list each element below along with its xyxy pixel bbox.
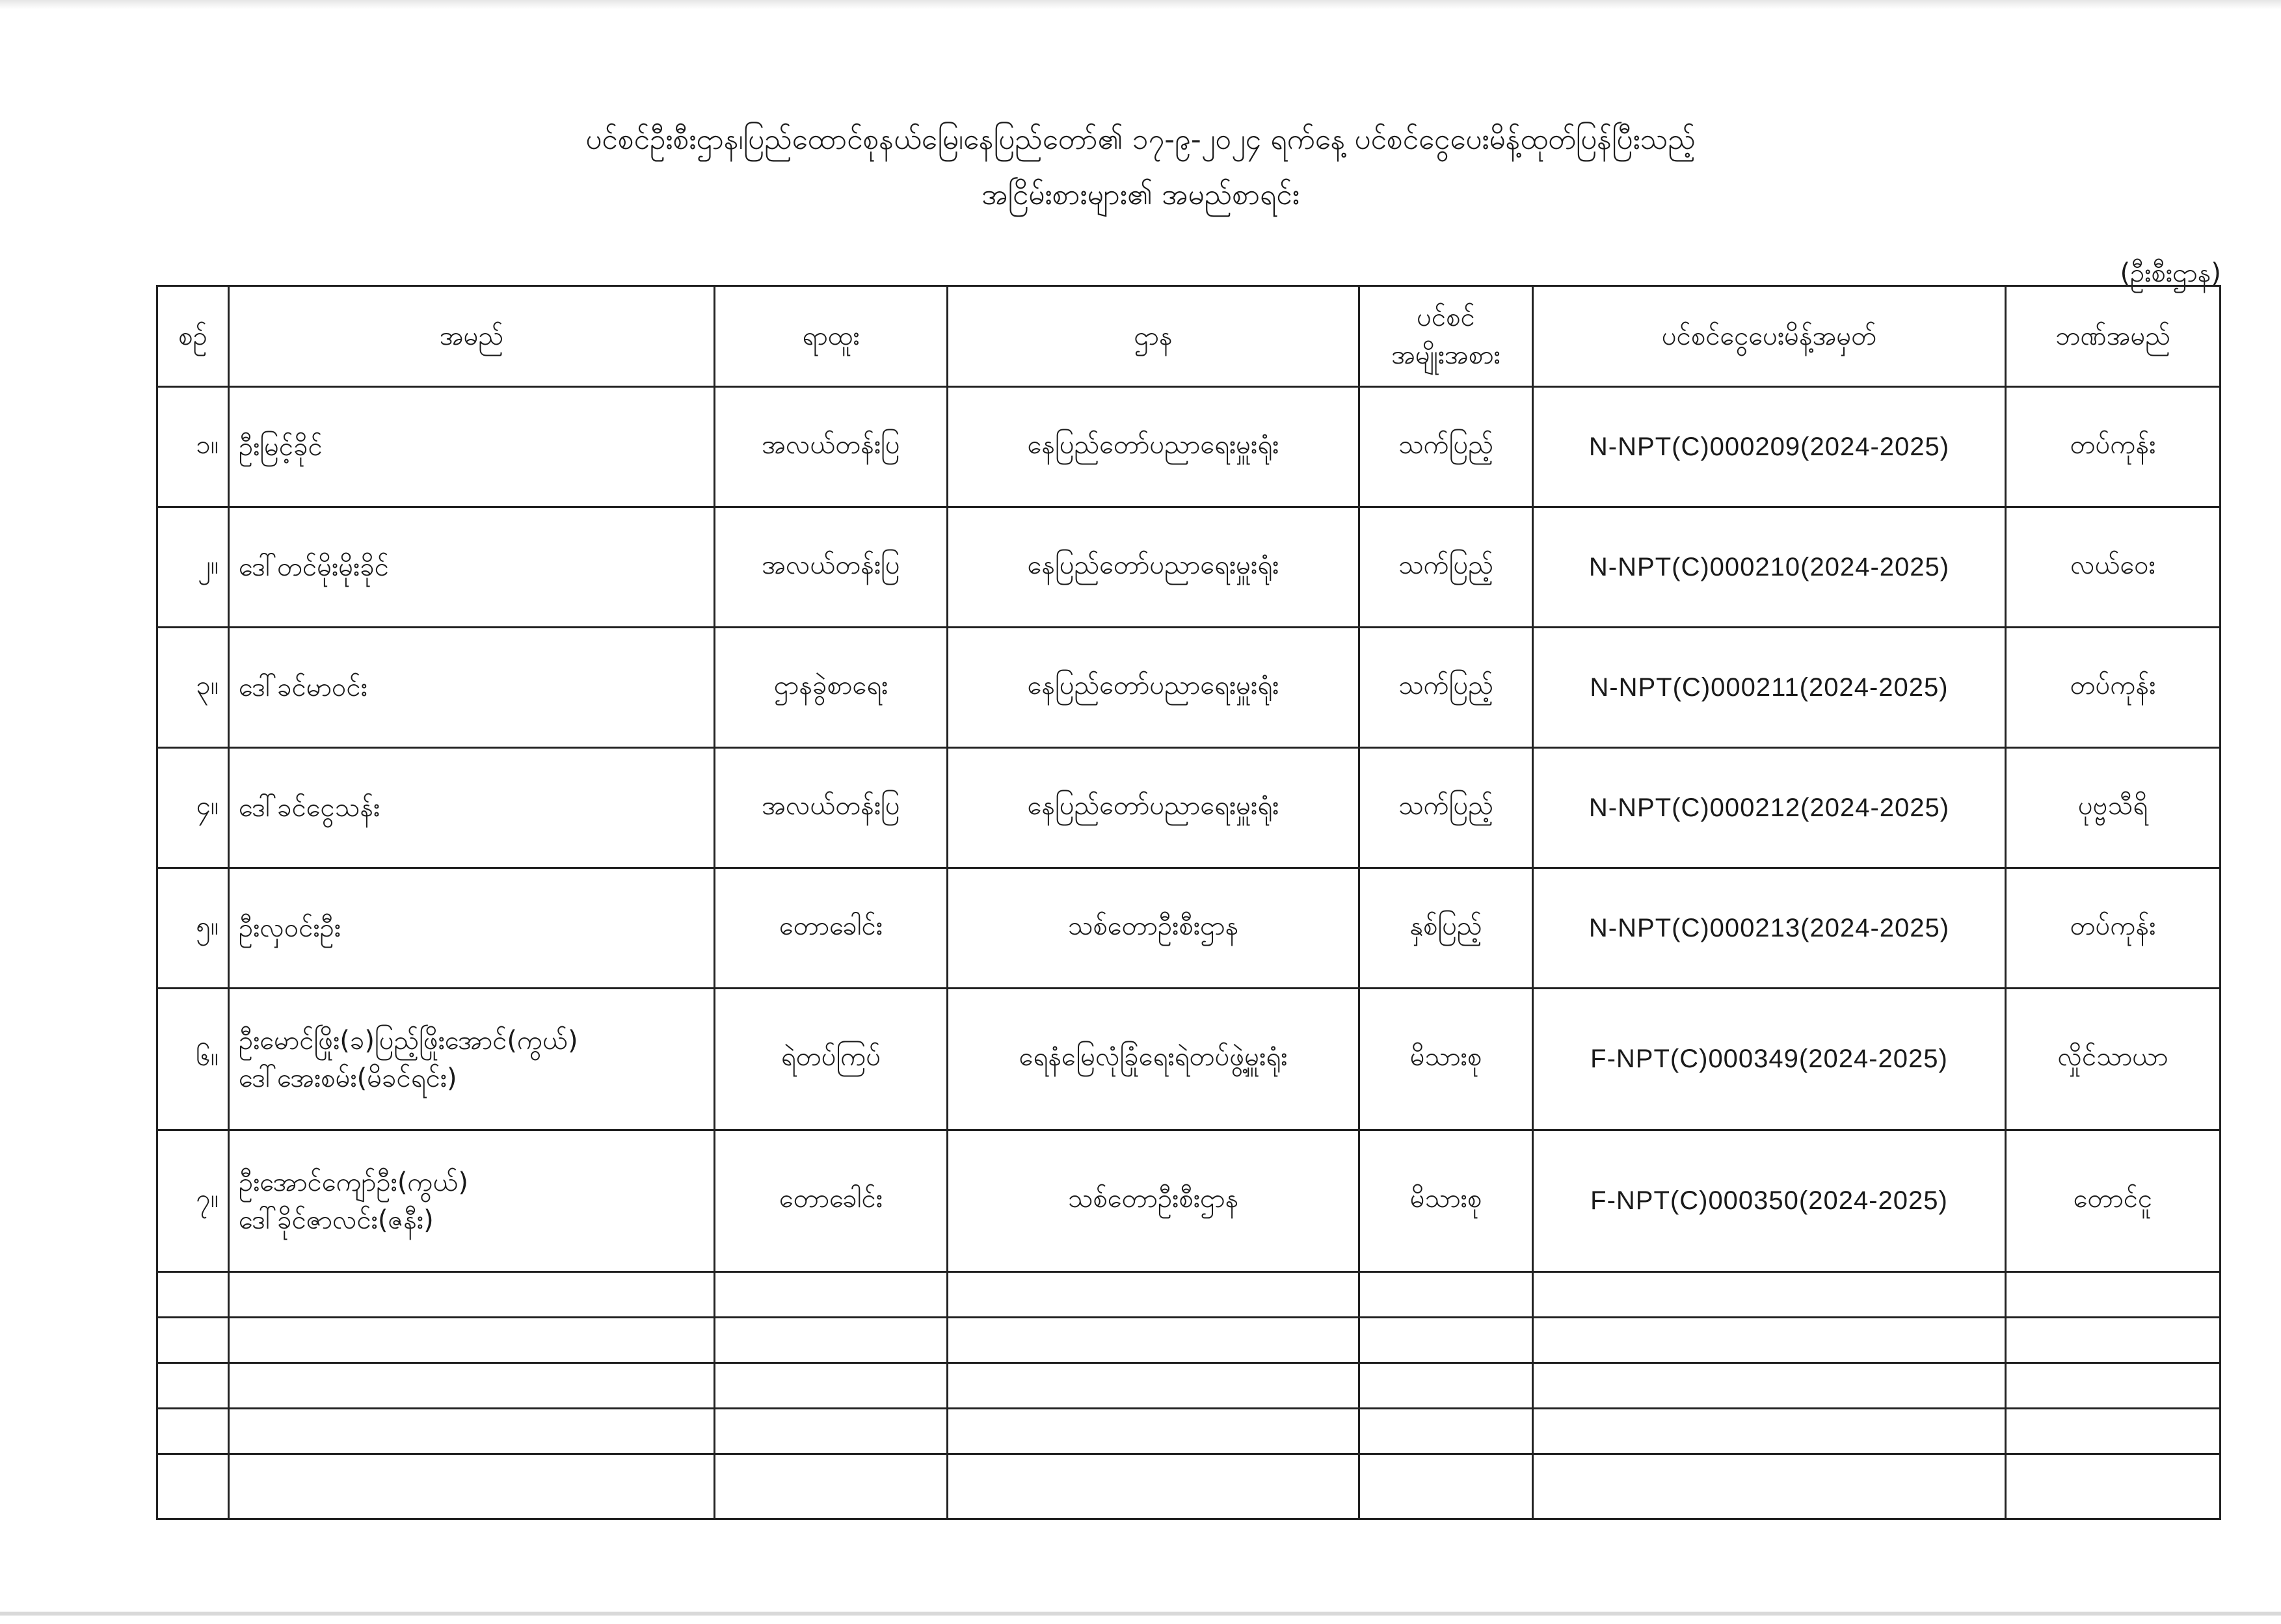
- department-cell: သစ်တောဦးစီးဌာန: [948, 868, 1359, 989]
- empty-cell: [1359, 1409, 1533, 1454]
- empty-cell: [715, 1318, 948, 1363]
- bank-cell: ပုဗ္ဗသီရိ: [2006, 748, 2221, 868]
- header-department: ဌာန: [948, 286, 1359, 387]
- empty-cell: [1359, 1272, 1533, 1318]
- table-row: [157, 748, 2221, 868]
- empty-cell: [715, 1272, 948, 1318]
- empty-cell: [2006, 1454, 2221, 1519]
- bank-cell: တပ်ကုန်း: [2006, 628, 2221, 748]
- empty-cell: [1359, 1363, 1533, 1409]
- rank-cell: အလယ်တန်းပြ: [715, 387, 948, 507]
- empty-cell: [1359, 1318, 1533, 1363]
- header-pension-type-line-2: အမျိုးအစား: [1391, 340, 1501, 370]
- table-row: [157, 868, 2221, 989]
- empty-cell: [2006, 1318, 2221, 1363]
- name-cell: [229, 1130, 715, 1272]
- empty-cell: [157, 1409, 229, 1454]
- bank-cell: လှိုင်သာယာ: [2006, 989, 2221, 1130]
- department-cell: နေပြည်တော်ပညာရေးမှူးရုံး: [948, 748, 1359, 868]
- empty-cell: [948, 1363, 1359, 1409]
- department-cell: နေပြည်တော်ပညာရေးမှူးရုံး: [948, 387, 1359, 507]
- scan-edge-bottom: [0, 1612, 2281, 1616]
- pension-type-cell: သက်ပြည့်: [1359, 387, 1533, 507]
- permit-number-cell: N-NPT(C)000211(2024-2025): [1533, 628, 2006, 748]
- empty-cell: [948, 1318, 1359, 1363]
- table-row: [157, 989, 2221, 1130]
- empty-cell: [715, 1363, 948, 1409]
- bank-cell: လယ်ဝေး: [2006, 507, 2221, 628]
- row-number: ၁။: [157, 387, 229, 507]
- row-number: ၅။: [157, 868, 229, 989]
- empty-cell: [2006, 1409, 2221, 1454]
- table-row: [157, 1130, 2221, 1272]
- empty-cell: [1533, 1318, 2006, 1363]
- row-number: ၆။: [157, 989, 229, 1130]
- header-pension-type-line-1: ပင်စင်: [1417, 302, 1475, 332]
- blank-row: [157, 1272, 2221, 1318]
- department-cell: နေပြည်တော်ပညာရေးမှူးရုံး: [948, 507, 1359, 628]
- empty-cell: [1359, 1454, 1533, 1519]
- empty-cell: [157, 1272, 229, 1318]
- empty-cell: [157, 1363, 229, 1409]
- document-title-line-1: ပင်စင်ဦးစီးဌာန၊ပြည်ထောင်စုနယ်မြေ၊နေပြည်တော်၏ ၁၇-၉-၂၀၂၄ ရက်နေ့ ပင်စင်ငွေပေးမိန့်ထုတ်ပြန်ပြီးသည့်: [585, 123, 1696, 156]
- pension-type-cell: မိသားစု: [1359, 989, 1533, 1130]
- department-cell: သစ်တောဦးစီးဌာန: [948, 1130, 1359, 1272]
- pension-type-cell: သက်ပြည့်: [1359, 748, 1533, 868]
- rank-cell: ရဲတပ်ကြပ်: [715, 989, 948, 1130]
- empty-cell: [1533, 1272, 2006, 1318]
- table-row: [157, 507, 2221, 628]
- header-bank: ဘဏ်အမည်: [2006, 286, 2221, 387]
- empty-cell: [229, 1318, 715, 1363]
- permit-number-cell: N-NPT(C)000212(2024-2025): [1533, 748, 2006, 868]
- blank-row: [157, 1454, 2221, 1519]
- empty-cell: [1533, 1409, 2006, 1454]
- header-pension-type: [1359, 286, 1533, 387]
- bank-cell: တပ်ကုန်း: [2006, 868, 2221, 989]
- empty-cell: [157, 1454, 229, 1519]
- table-row: [157, 628, 2221, 748]
- permit-number-cell: N-NPT(C)000213(2024-2025): [1533, 868, 2006, 989]
- blank-row: [157, 1318, 2221, 1363]
- name-cell: [229, 989, 715, 1130]
- empty-cell: [948, 1409, 1359, 1454]
- row-number: ၇။: [157, 1130, 229, 1272]
- empty-cell: [715, 1409, 948, 1454]
- name-cell: [229, 868, 715, 989]
- name-cell: [229, 748, 715, 868]
- name-line-1: ဦးလှဝင်းဦး: [239, 913, 341, 943]
- empty-cell: [229, 1363, 715, 1409]
- name-line-1: ဦးအောင်ကျော်ဦး(ကွယ်): [239, 1167, 469, 1197]
- rank-cell: ဌာနခွဲစာရေး: [715, 628, 948, 748]
- empty-cell: [229, 1454, 715, 1519]
- name-line-1: ဦးမြင့်ခိုင်: [239, 432, 323, 462]
- pension-type-cell: နှစ်ပြည့်: [1359, 868, 1533, 989]
- header-name: အမည်: [229, 286, 715, 387]
- scan-edge-top: [0, 0, 2281, 9]
- name-line-1: ဒေါ်ခင်မာဝင်း: [239, 672, 367, 702]
- department-cell: နေပြည်တော်ပညာရေးမှူးရုံး: [948, 628, 1359, 748]
- rank-cell: တောခေါင်း: [715, 1130, 948, 1272]
- permit-number-cell: N-NPT(C)000210(2024-2025): [1533, 507, 2006, 628]
- pension-type-cell: သက်ပြည့်: [1359, 628, 1533, 748]
- empty-cell: [1533, 1363, 2006, 1409]
- pension-type-cell: သက်ပြည့်: [1359, 507, 1533, 628]
- empty-cell: [2006, 1363, 2221, 1409]
- department-note: (ဦးစီးဌာန): [2120, 258, 2221, 288]
- header-permit-number: ပင်စင်ငွေပေးမိန့်အမှတ်: [1533, 286, 2006, 387]
- empty-cell: [948, 1454, 1359, 1519]
- empty-cell: [229, 1409, 715, 1454]
- rank-cell: အလယ်တန်းပြ: [715, 507, 948, 628]
- rank-cell: တောခေါင်း: [715, 868, 948, 989]
- pension-register-table: [156, 285, 2221, 1520]
- permit-number-cell: N-NPT(C)000209(2024-2025): [1533, 387, 2006, 507]
- blank-row: [157, 1363, 2221, 1409]
- name-line-2: ဒေါ်အေးစမ်း(မိခင်ရင်း): [239, 1063, 457, 1093]
- empty-cell: [715, 1454, 948, 1519]
- name-cell: [229, 507, 715, 628]
- permit-number-cell: F-NPT(C)000349(2024-2025): [1533, 989, 2006, 1130]
- permit-number-cell: F-NPT(C)000350(2024-2025): [1533, 1130, 2006, 1272]
- bank-cell: တောင်ငူ: [2006, 1130, 2221, 1272]
- header-rank: ရာထူး: [715, 286, 948, 387]
- pension-type-cell: မိသားစု: [1359, 1130, 1533, 1272]
- empty-cell: [229, 1272, 715, 1318]
- name-line-1: ဒေါ်ခင်ငွေသန်း: [239, 793, 380, 823]
- empty-cell: [948, 1272, 1359, 1318]
- empty-cell: [157, 1318, 229, 1363]
- bank-cell: တပ်ကုန်း: [2006, 387, 2221, 507]
- name-line-2: ဒေါ်ခိုင်ဇာလင်း(ဇနီး): [239, 1205, 434, 1235]
- name-cell: [229, 387, 715, 507]
- name-line-1: ဒေါ်တင်မိုးမိုးခိုင်: [239, 552, 389, 582]
- row-number: ၂။: [157, 507, 229, 628]
- department-cell: ရေနံမြေလုံခြုံရေးရဲတပ်ဖွဲ့မှူးရုံး: [948, 989, 1359, 1130]
- name-line-1: ဦးမောင်ဖြိုး(ခ)ပြည့်ဖြိုးအောင်(ကွယ်): [239, 1025, 578, 1056]
- name-cell: [229, 628, 715, 748]
- row-number: ၄။: [157, 748, 229, 868]
- header-no: စဉ်: [157, 286, 229, 387]
- blank-row: [157, 1409, 2221, 1454]
- table-row: [157, 387, 2221, 507]
- row-number: ၃။: [157, 628, 229, 748]
- document-title-line-2: အငြိမ်းစားများ၏ အမည်စာရင်း: [981, 178, 1300, 211]
- rank-cell: အလယ်တန်းပြ: [715, 748, 948, 868]
- header-row: [157, 286, 2221, 387]
- empty-cell: [1533, 1454, 2006, 1519]
- empty-cell: [2006, 1272, 2221, 1318]
